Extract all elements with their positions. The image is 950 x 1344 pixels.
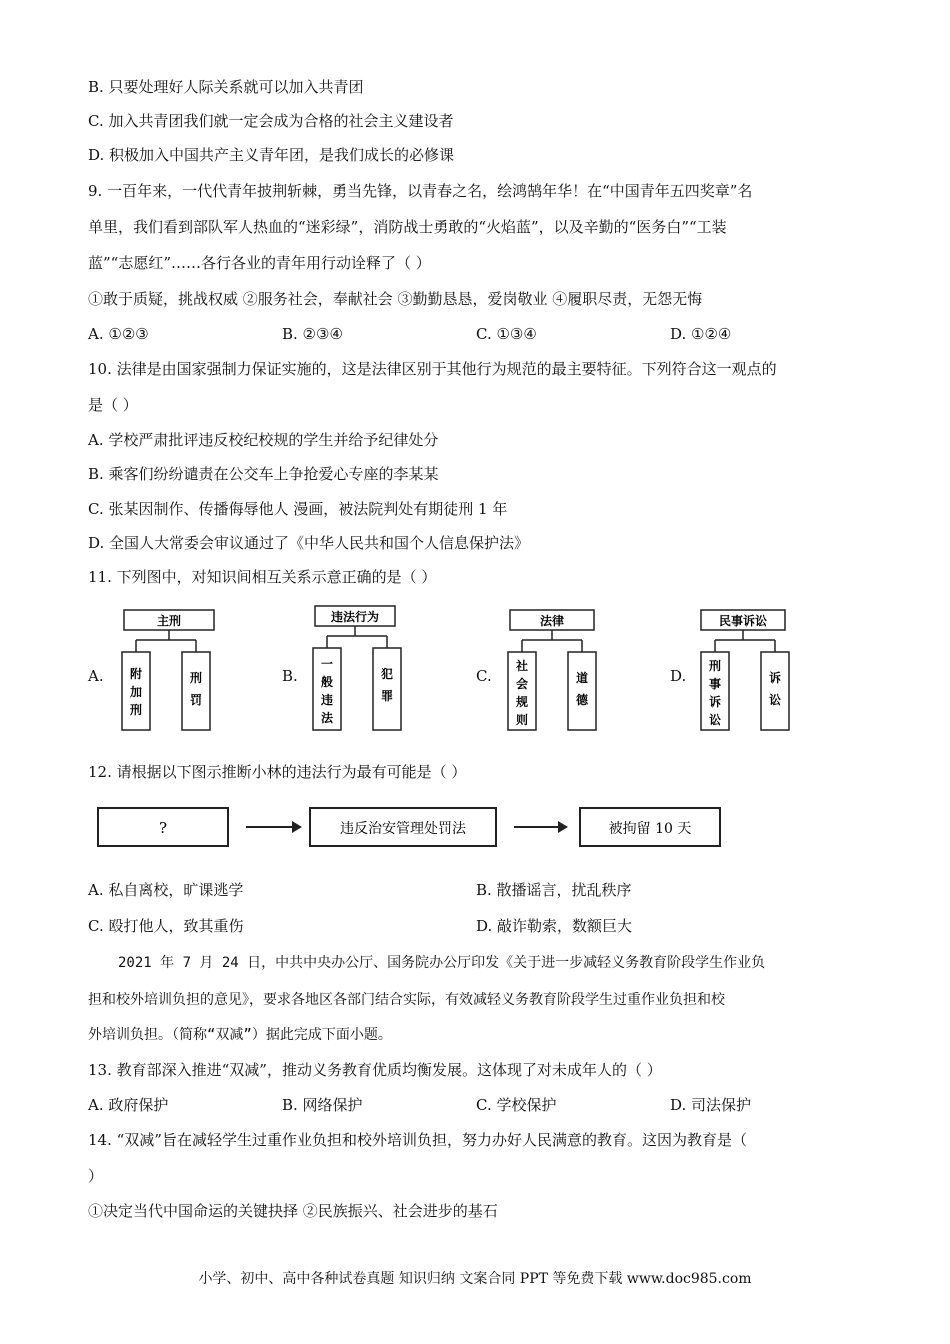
q10-stem-line2: 是（ ） xyxy=(88,396,138,414)
diagram-c-left-char4: 则 xyxy=(515,713,529,727)
diagram-d-top-label: 民事诉讼 xyxy=(718,614,768,628)
diagram-c-right-char1: 道 xyxy=(575,671,589,685)
q13-stem: 13. 教育部深入推进“双减”，推动义务教育优质均衡发展。这体现了对未成年人的（ ） xyxy=(88,1061,662,1079)
q14-stem-line1: 14. “双减”旨在减轻学生过重作业负担和校外培训负担，努力办好人民满意的教育。这因为教育是（ xyxy=(88,1131,747,1149)
diagram-a-left-char1: 附 xyxy=(129,667,143,681)
diagram-d-right-char2: 讼 xyxy=(768,693,782,707)
q11-option-c-letter: C. xyxy=(476,667,492,685)
q10-option-a: A. 学校严肃批评违反校纪校规的学生并给予纪律处分 xyxy=(88,431,439,449)
q12-option-a: A. 私自离校，旷课逃学 xyxy=(88,881,244,899)
flow-box-3: 被拘留 10 天 xyxy=(608,821,692,837)
q12-option-c: C. 殴打他人，致其重伤 xyxy=(88,917,244,935)
q9-option-a: A. ①②③ xyxy=(88,325,149,343)
diagram-b-left-char1: 一 xyxy=(320,657,334,671)
q13-option-c: C. 学校保护 xyxy=(476,1096,557,1114)
q12-option-b: B. 散播谣言，扰乱秩序 xyxy=(476,881,632,899)
q12-option-d: D. 敲诈勒索，数额巨大 xyxy=(476,917,633,935)
q10-option-c: C. 张某因制作、传播侮辱他人 漫画，被法院判处有期徒刑 1 年 xyxy=(88,500,508,518)
diagram-d-left-char3: 诉 xyxy=(708,695,722,709)
q10-option-b: B. 乘客们纷纷谴责在公交车上争抢爱心专座的李某某 xyxy=(88,465,439,483)
q9-stem-line3: 蓝”“志愿红”……各行各业的青年用行动诠释了（ ） xyxy=(88,254,431,272)
diagram-b-top-label: 违法行为 xyxy=(330,610,380,624)
q12-flow-diagram xyxy=(96,804,736,856)
q9-stem-line1: 9. 一百年来，一代代青年披荆斩棘，勇当先锋，以青春之名，绘鸿鹄年华！在“中国青年五四奖章”名 xyxy=(88,182,753,200)
diagram-a-right-char1: 刑 xyxy=(189,671,203,685)
diagram-d-left-char1: 刑 xyxy=(708,659,722,673)
q13-option-d: D. 司法保护 xyxy=(670,1096,752,1114)
q9-option-b: B. ②③④ xyxy=(282,325,343,343)
q11-stem: 11. 下列图中，对知识间相互关系示意正确的是（ ） xyxy=(88,568,437,586)
q8-option-b: B. 只要处理好人际关系就可以加入共青团 xyxy=(88,78,364,96)
diagram-a-right-char2: 罚 xyxy=(189,693,203,707)
diagram-c-left-char1: 社 xyxy=(515,659,529,673)
q11-option-d-letter: D. xyxy=(670,667,687,685)
passage-line3: 外培训负担。（简称“双减”）据此完成下面小题。 xyxy=(88,1027,392,1043)
passage-line1: 2021 年 7 月 24 日，中共中央办公厅、国务院办公厅印发《关于进一步减轻义务教育阶段学生作业负 xyxy=(118,955,766,971)
flow-box-2: 违反治安管理处罚法 xyxy=(340,821,466,837)
page-footer: 小学、初中、高中各种试卷真题 知识归纳 文案合同 PPT 等免费下载 www.doc985.com xyxy=(198,1271,752,1287)
q13-option-b: B. 网络保护 xyxy=(282,1096,363,1114)
q10-option-d: D. 全国人大常委会审议通过了《中华人民共和国个人信息保护法》 xyxy=(88,534,530,552)
q8-option-d: D. 积极加入中国共产主义青年团，是我们成长的必修课 xyxy=(88,146,455,164)
q9-option-d: D. ①②④ xyxy=(670,325,732,343)
q14-stem-line2: ） xyxy=(88,1167,104,1185)
q13-option-a: A. 政府保护 xyxy=(88,1096,169,1114)
diagram-b-right-char1: 犯 xyxy=(380,667,394,681)
q11-diagram-c xyxy=(500,606,610,740)
q11-diagram-b xyxy=(305,600,415,740)
q14-items: ①决定当代中国命运的关键抉择 ②民族振兴、社会进步的基石 xyxy=(88,1202,498,1220)
diagram-c-left-char2: 会 xyxy=(515,677,529,691)
diagram-d-left-char2: 事 xyxy=(708,677,722,691)
q9-items: ①敢于质疑，挑战权威 ②服务社会，奉献社会 ③勤勤恳恳，爱岗敬业 ④履职尽责，无怨无悔 xyxy=(88,290,703,308)
diagram-d-right-char1: 诉 xyxy=(768,671,782,685)
diagram-b-left-char3: 违 xyxy=(320,693,334,707)
q11-option-a-letter: A. xyxy=(88,667,104,685)
diagram-a-top-label: 主刑 xyxy=(156,614,182,628)
diagram-b-right-char2: 罪 xyxy=(380,689,394,703)
diagram-c-top-label: 法律 xyxy=(539,614,565,628)
q11-option-b-letter: B. xyxy=(282,667,298,685)
diagram-d-left-char4: 讼 xyxy=(708,713,722,727)
diagram-a-left-char3: 刑 xyxy=(129,703,143,717)
diagram-b-left-char2: 般 xyxy=(320,675,334,689)
q9-stem-line2: 单里，我们看到部队军人热血的“迷彩绿”，消防战士勇敢的“火焰蓝”，以及辛勤的“医务白”“工装 xyxy=(88,218,727,236)
q11-diagram-a xyxy=(114,606,224,740)
diagram-b-left-char4: 法 xyxy=(320,711,334,725)
passage-line2: 担和校外培训负担的意见》，要求各地区各部门结合实际，有效减轻义务教育阶段学生过重作业负担和校 xyxy=(88,992,725,1008)
q10-stem-line1: 10. 法律是由国家强制力保证实施的，这是法律区别于其他行为规范的最主要特征。下列符合这一观点的 xyxy=(88,360,777,378)
flow-box-1: ? xyxy=(158,819,168,837)
q9-option-c: C. ①③④ xyxy=(476,325,537,343)
diagram-a-left-char2: 加 xyxy=(129,685,143,699)
q11-diagram-d xyxy=(693,606,803,740)
diagram-c-right-char2: 德 xyxy=(575,693,589,707)
q12-stem: 12. 请根据以下图示推断小林的违法行为最有可能是（ ） xyxy=(88,763,467,781)
diagram-c-left-char3: 规 xyxy=(515,695,529,709)
q8-option-c: C. 加入共青团我们就一定会成为合格的社会主义建设者 xyxy=(88,112,454,130)
